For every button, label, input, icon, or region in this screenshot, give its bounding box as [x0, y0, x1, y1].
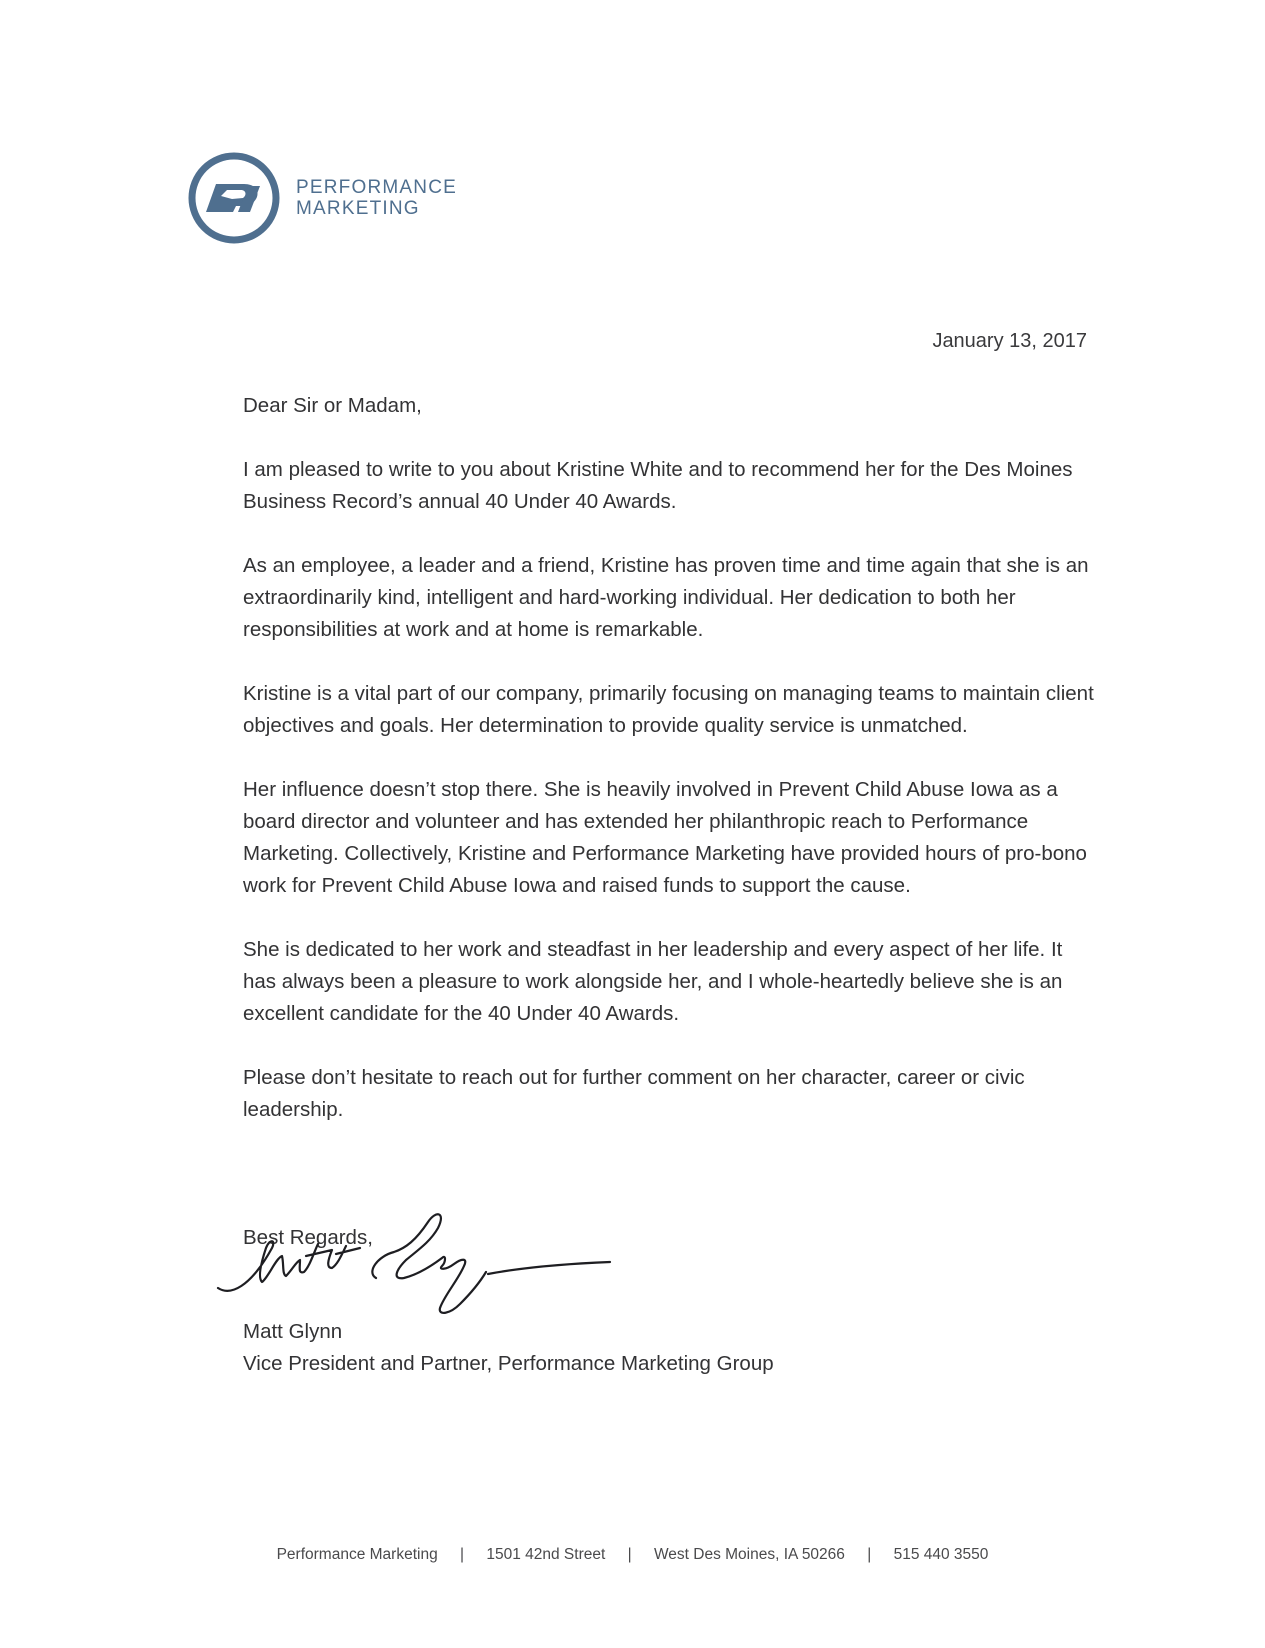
- footer-company: Performance Marketing: [276, 1546, 438, 1563]
- paragraph-1: I am pleased to write to you about Kristine White and to recommend her for the Des Moines Business Record’s annual 40 Under 40 Awards.: [243, 458, 1073, 513]
- company-name: [296, 177, 457, 219]
- signer-name: Matt Glynn: [243, 1320, 343, 1343]
- salutation: Dear Sir or Madam,: [243, 394, 422, 417]
- paragraph-3: Kristine is a vital part of our company, primarily focusing on managing teams to maintain client objectives and goals. Her determination to provide quality service is unmatched.: [243, 682, 1094, 737]
- paragraph-2: As an employee, a leader and a friend, Kristine has proven time and time again that she is an extraordinarily kind, intelligent and hard-working individual. Her dedication to both her responsibilities at work and at home is remarkable.: [243, 554, 1089, 641]
- paragraph-6: Please don’t hesitate to reach out for further comment on her character, career or civic leadership.: [243, 1066, 1025, 1121]
- company-name-line2: MARKETING: [296, 198, 420, 219]
- company-name-line1: PERFORMANCE: [296, 177, 457, 198]
- closing: Best Regards,: [243, 1226, 373, 1249]
- signer-title: Vice President and Partner, Performance Marketing Group: [243, 1352, 774, 1375]
- company-logo-icon: [186, 150, 282, 246]
- letter-date: January 13, 2017: [932, 330, 1087, 352]
- footer-separator: |: [867, 1546, 872, 1563]
- paragraph-4: Her influence doesn’t stop there. She is heavily involved in Prevent Child Abuse Iowa as a board director and volunteer and has extended her philanthropic reach to Performance Marketing. Collectively, Kristine and Performance Marketing have provided hours of pro-bono work for Prevent Child Abuse Iowa and raised funds to support the cause.: [243, 778, 1087, 897]
- footer-address: 1501 42nd Street: [486, 1546, 606, 1563]
- letter-body: [243, 390, 1098, 1158]
- letterhead: [186, 150, 457, 246]
- footer-separator: |: [460, 1546, 465, 1563]
- footer-separator: |: [627, 1546, 632, 1563]
- signer-block: [243, 1316, 774, 1380]
- footer-phone: 515 440 3550: [893, 1546, 989, 1563]
- footer-city: West Des Moines, IA 50266: [653, 1546, 845, 1563]
- footer: [0, 1546, 1265, 1564]
- paragraph-5: She is dedicated to her work and steadfast in her leadership and every aspect of her life. It has always been a pleasure to work alongside her, and I whole-heartedly believe she is an excellent candidate for the 40 Under 40 Awards.: [243, 938, 1063, 1025]
